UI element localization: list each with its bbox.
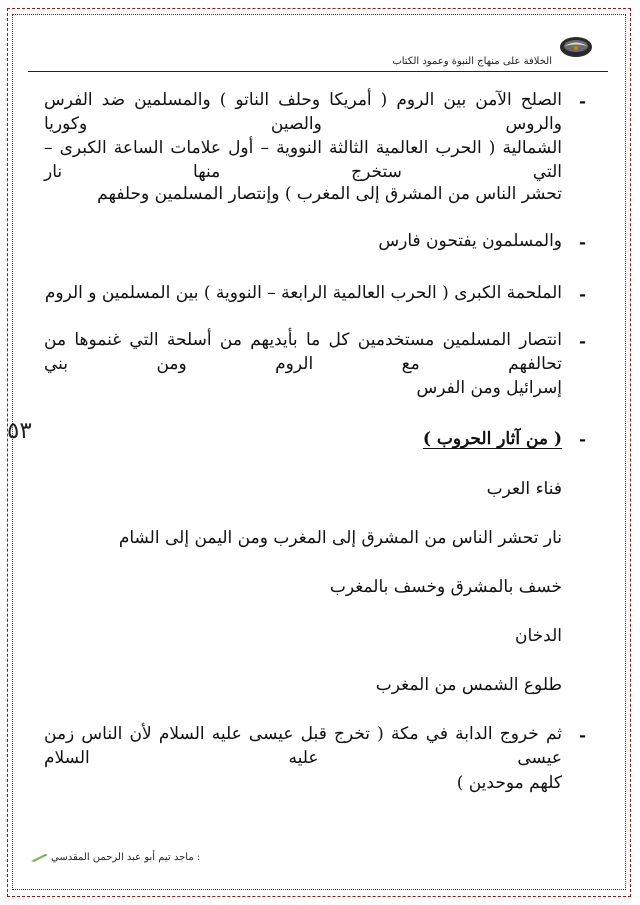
footer-author: : ماجد تيم أبو عبد الرحمن المقدسي: [51, 852, 201, 863]
pen-icon: [30, 853, 48, 863]
text-line: الشمالية ( الحرب العالمية الثالثة النووية – أول علامات الساعة الكبرى – التي ستخرج منها نار: [44, 138, 562, 182]
header-divider: [28, 71, 608, 72]
bullet-4: -: [578, 332, 586, 352]
text-line: الصلح الآمن بين الروم ( أمريكا وحلف الناتو ) والمسلمين ضد الفرس والروس والصين وكوريا: [44, 90, 562, 134]
text-line: الدخان: [515, 626, 562, 646]
text-line: انتصار المسلمين مستخدمين كل ما بأيديهم من أسلحة التي غنموها من تحالفهم مع الروم ومن بني: [44, 330, 562, 374]
section-heading: ( من آثار الحروب ): [422, 429, 562, 449]
text-line: والمسلمون يفتحون فارس: [378, 231, 562, 251]
book-logo-icon: [559, 34, 593, 58]
footer: [30, 852, 200, 863]
bullet-1: -: [578, 92, 586, 112]
text-line: نار تحشر الناس من المشرق إلى المغرب ومن اليمن إلى الشام: [118, 528, 562, 548]
bullet-3: -: [578, 285, 586, 305]
text-line: تحشر الناس من المشرق إلى المغرب ) وإنتصار المسلمين وحلفهم: [97, 184, 562, 204]
bullet-2: -: [578, 233, 586, 253]
text-line: ثم خروج الدابة في مكة ( تخرج قبل عيسى عليه السلام لأن الناس زمن عيسى عليه السلام: [44, 724, 562, 768]
header-title: الخلافة على منهاج النبوة وعمود الكتاب: [392, 56, 552, 67]
page-number: ٥٣: [7, 418, 32, 444]
text-line: الملحمة الكبرى ( الحرب العالمية الرابعة – النووية ) بين المسلمين و الروم: [44, 283, 562, 303]
bullet-5: -: [578, 430, 586, 450]
text-line: خسف بالمشرق وخسف بالمغرب: [329, 577, 562, 597]
text-line: فناء العرب: [486, 479, 562, 499]
text-line: طلوع الشمس من المغرب: [375, 675, 562, 695]
text-line: إسرائيل ومن الفرس: [416, 378, 562, 398]
bullet-6: -: [578, 726, 586, 746]
text-line: كلهم موحدين ): [456, 773, 562, 793]
